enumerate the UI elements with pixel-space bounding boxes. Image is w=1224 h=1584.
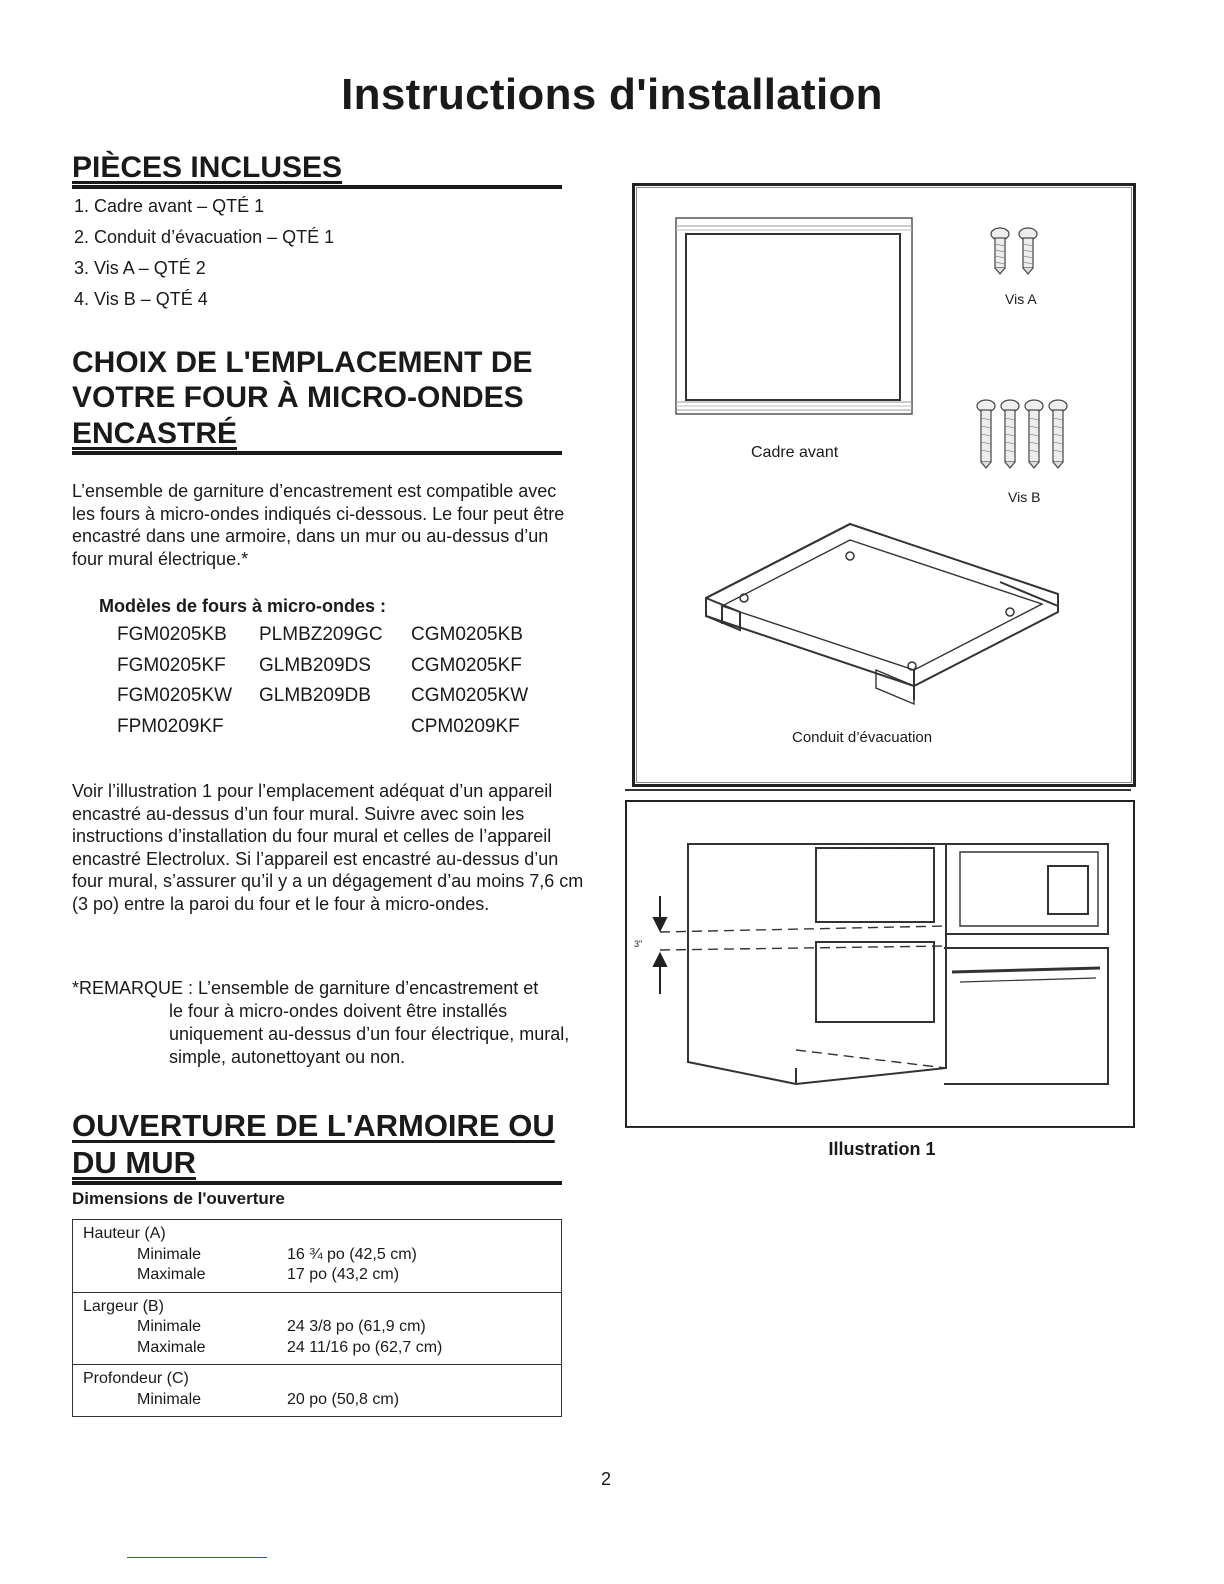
screw-a-label: Vis A [1005, 291, 1037, 307]
dim-group-label: Profondeur (C) [83, 1370, 189, 1387]
note [72, 977, 602, 1069]
figure-caption: Illustration 1 [828, 1139, 936, 1159]
section-heading-parts: PIÈCES INCLUSES [72, 150, 562, 189]
model-cell: CGM0205KW [411, 685, 529, 706]
model-cell [259, 716, 411, 747]
screw-a-icon [984, 224, 1048, 276]
heading-line: CHOIX DE L'EMPLACEMENT DE [72, 346, 533, 379]
note-rest: le four à micro-ondes doivent être installés uniquement au-dessus d’un four électrique, mural, simple, autonettoyant ou non. [169, 1001, 570, 1067]
table-row [117, 655, 551, 686]
heading-line: OUVERTURE DE L'ARMOIRE OU [72, 1108, 555, 1143]
dim-group-label: Largeur (B) [83, 1297, 164, 1315]
front-frame-label: Cadre avant [751, 444, 839, 461]
installation-drawing [630, 822, 1126, 1090]
section-heading-opening [72, 1108, 562, 1185]
dim-value: 20 po (50,8 cm) [287, 1390, 400, 1408]
dim-value: 16 ¾ po (42,5 cm) [287, 1245, 417, 1263]
model-cell: GLMB209DB [259, 685, 371, 706]
dim-value: 17 po (43,2 cm) [287, 1266, 400, 1283]
divider [625, 789, 1131, 791]
model-cell: CGM0205KB [411, 624, 523, 645]
table-row [117, 685, 551, 716]
list-item: 3. Vis A – QTÉ 2 [74, 258, 206, 278]
divider [625, 1127, 1131, 1128]
parts-list [74, 192, 334, 316]
dims-heading: Dimensions de l'ouverture [72, 1189, 285, 1208]
screw-b-label: Vis B [1008, 489, 1041, 505]
dim-label: Maximale [137, 1338, 206, 1356]
list-item: 1. Cadre avant – QTÉ 1 [74, 196, 265, 216]
vent-duct-label: Conduit d’évacuation [792, 729, 933, 746]
page-title: Instructions d'installation [341, 70, 883, 119]
table-row [73, 1292, 562, 1365]
list-item: 2. Conduit d’évacuation – QTÉ 1 [74, 227, 335, 247]
table-row [73, 1220, 562, 1293]
heading-line: ENCASTRÉ [72, 416, 238, 450]
list-item: 4. Vis B – QTÉ 4 [74, 289, 208, 309]
heading-line: DU MUR [72, 1144, 196, 1180]
note-first-line: *REMARQUE : L’ensemble de garniture d’encastrement et [72, 978, 539, 998]
model-cell: CGM0205KF [411, 654, 522, 676]
dim-label: Minimale [137, 1245, 202, 1263]
dim-label: Minimale [137, 1318, 202, 1335]
front-frame-drawing [672, 212, 918, 420]
heading-line: VOTRE FOUR À MICRO-ONDES [72, 381, 524, 415]
model-cell: FGM0205KF [117, 654, 226, 676]
footer-line [127, 1557, 267, 1558]
dim-value: 24 3/8 po (61,9 cm) [287, 1318, 426, 1335]
dimensions-table [72, 1219, 562, 1417]
gap-label: 3" [634, 939, 643, 949]
location-body: Voir l’illustration 1 pour l’emplacement adéquat d’un appareil encastré au-dessus d’un four mural. Suivre avec soin les instructions d’installation du four mural et celles de l’appareil encastré Electrolux. Si l’appareil est encastré au-dessus d’un four mural, s’assurer qu’il y a un dégagement d’au moins 7,6 cm (3 po) entre la paroi du four et le four à micro-ondes. [72, 781, 584, 914]
dim-value: 24 11/16 po (62,7 cm) [287, 1338, 443, 1356]
location-intro: L’ensemble de garniture d’encastrement est compatible avec les fours à micro-ondes indiqués ci-dessous. Le four peut être encastré dans une armoire, dans un mur ou au-dessus d’un four mural électrique.* [72, 481, 565, 569]
page-number: 2 [600, 1469, 611, 1489]
screw-b-icon [972, 396, 1072, 470]
table-row [117, 716, 551, 747]
table-row [117, 624, 551, 655]
models-heading: Modèles de fours à micro-ondes : [99, 596, 387, 616]
model-cell: GLMB209DS [259, 654, 371, 676]
model-cell: PLMBZ209GC [259, 624, 383, 645]
dim-label: Minimale [137, 1390, 202, 1408]
model-cell: FGM0205KW [117, 685, 233, 706]
models-table [117, 624, 551, 746]
vent-duct-drawing [700, 520, 1062, 720]
model-cell: CPM0209KF [411, 715, 520, 737]
dim-label: Maximale [137, 1266, 206, 1283]
model-cell: FGM0205KB [117, 624, 227, 645]
dim-group-label: Hauteur (A) [83, 1225, 166, 1242]
model-cell: FPM0209KF [117, 715, 224, 737]
table-row [73, 1365, 562, 1417]
section-heading-location [72, 345, 562, 455]
